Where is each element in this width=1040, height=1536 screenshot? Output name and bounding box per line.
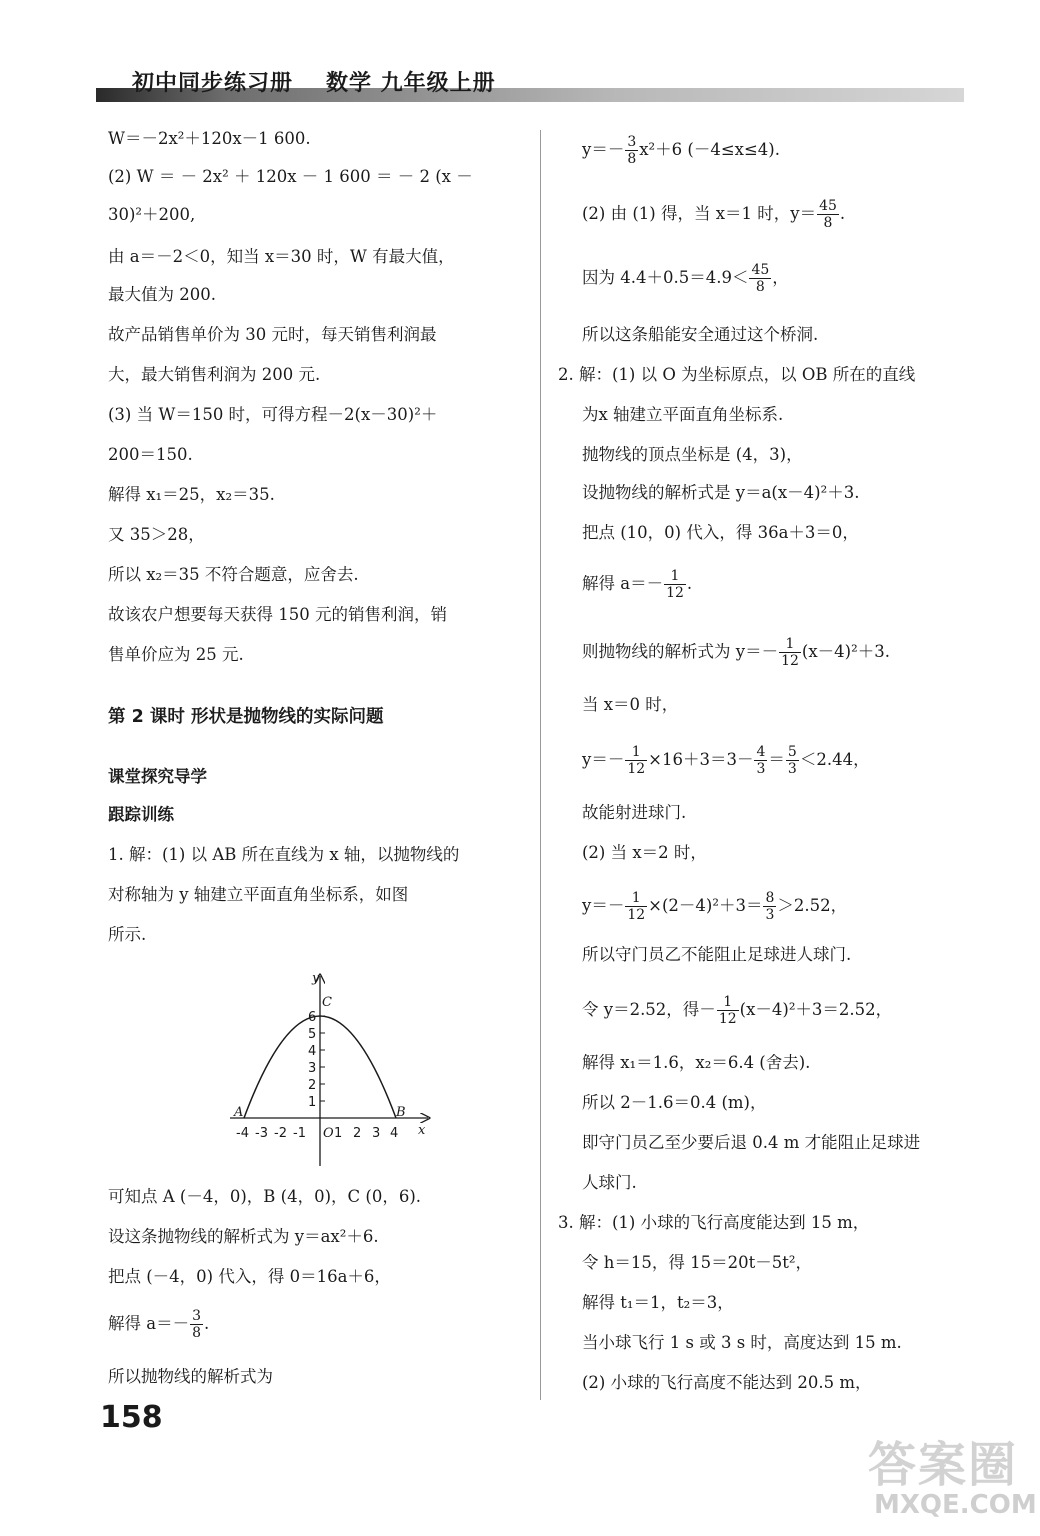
text-line: (2) W ＝ － 2x² ＋ 120x － 1 600 ＝ － 2 (x － [108, 167, 473, 186]
origin-label: O [323, 1126, 334, 1141]
point-b-label: B [396, 1105, 406, 1120]
text-line [582, 994, 892, 1027]
watermark [868, 1426, 1037, 1526]
denominator: 12 [718, 1011, 737, 1027]
text-line [582, 198, 845, 231]
y-tick-label: 1 [308, 1095, 317, 1110]
text-part: ＞2.52， [777, 896, 848, 915]
text-part: 则抛物线的解析式为 y＝－ [582, 642, 779, 661]
text-part: y＝－ [582, 750, 625, 769]
text-part: ×16＋3＝3－ [648, 750, 754, 769]
y-ticks [320, 1016, 325, 1101]
fraction [749, 262, 771, 295]
text-line: 3. 解：(1) 小球的飞行高度能达到 15 m， [558, 1213, 870, 1232]
text-part: 解得 a＝－ [582, 574, 664, 593]
x-tick-label: -2 [274, 1126, 287, 1141]
text-line: 故能射进球门. [582, 803, 687, 822]
denominator: 12 [781, 653, 799, 669]
numerator: 3 [627, 134, 637, 150]
text-part: x²＋6 (－4≤x≤4). [639, 140, 780, 159]
fraction [763, 890, 776, 923]
x-tick-label: -3 [255, 1126, 268, 1141]
text-line [582, 744, 870, 777]
text-line: 1. 解：(1) 以 AB 所在直线为 x 轴，以抛物线的 [108, 845, 460, 864]
fraction [664, 568, 686, 601]
book-subject: 数学 九年级上册 [326, 71, 496, 96]
text-line: 抛物线的顶点坐标是 (4，3)， [582, 445, 803, 464]
text-line: 解得 x₁＝25，x₂＝35. [108, 485, 275, 504]
text-part: . [839, 204, 846, 223]
denominator: 12 [627, 761, 646, 777]
text-line [108, 1308, 209, 1341]
text-line: 又 35＞28， [108, 525, 205, 544]
y-axis-label: y [312, 971, 320, 986]
text-part: 解得 a＝－ [108, 1314, 190, 1333]
text-line: 大，最大销售利润为 200 元. [108, 365, 321, 384]
numerator: 1 [625, 890, 647, 907]
text-line: 把点 (10，0) 代入，得 36a＋3＝0， [582, 523, 859, 542]
numerator: 5 [787, 744, 797, 760]
denominator: 3 [765, 907, 775, 923]
denominator: 8 [627, 151, 637, 167]
denominator: 12 [666, 585, 684, 601]
watermark-url: MXQE.COM [874, 1490, 1037, 1520]
x-tick-label: -1 [293, 1126, 306, 1141]
numerator: 1 [779, 636, 801, 653]
fraction [717, 994, 739, 1027]
fraction [625, 134, 638, 167]
text-part: (x－4)²＋3＝2.52， [739, 1000, 893, 1019]
fraction [625, 744, 647, 777]
fraction [190, 1308, 203, 1341]
fraction [786, 744, 799, 777]
parabola-graph [222, 966, 436, 1172]
text-part: (x－4)²＋3. [801, 642, 890, 661]
subsection-title: 跟踪训练 [108, 805, 174, 824]
text-part: y＝－ [582, 896, 625, 915]
column-divider [540, 130, 541, 1400]
text-part: . [686, 574, 693, 593]
denominator: 8 [823, 215, 833, 231]
fraction [754, 744, 767, 777]
text-part: y＝－ [582, 140, 625, 159]
text-line: 200＝150. [108, 445, 193, 464]
text-line: 最大值为 200. [108, 285, 216, 304]
text-line: 可知点 A (－4，0)，B (4，0)，C (0，6). [108, 1187, 422, 1206]
text-line: 所以 x₂＝35 不符合题意，应舍去. [108, 565, 359, 584]
section-title: 第 2 课时 形状是抛物线的实际问题 [108, 707, 384, 727]
text-part: 令 y＝2.52，得－ [582, 1000, 716, 1019]
point-a-label: A [234, 1105, 244, 1120]
text-line: 故产品销售单价为 30 元时，每天销售利润最 [108, 325, 437, 344]
numerator: 45 [751, 262, 770, 278]
fraction [625, 890, 647, 923]
text-line: 所以守门员乙不能阻止足球进人球门. [582, 945, 852, 964]
x-tick-label: 3 [372, 1126, 381, 1141]
text-line: 故该农户想要每天获得 150 元的销售利润，销 [108, 605, 447, 624]
denominator: 3 [787, 761, 797, 777]
numerator: 45 [819, 198, 837, 214]
text-line [582, 568, 692, 601]
text-line: 由 a＝－2＜0，知当 x＝30 时，W 有最大值， [108, 247, 455, 266]
text-line: 所以这条船能安全通过这个桥洞. [582, 325, 819, 344]
numerator: 4 [756, 744, 766, 760]
denominator: 8 [192, 1325, 202, 1341]
subsection-title: 课堂探究导学 [108, 767, 207, 786]
text-line: 把点 (－4，0) 代入，得 0＝16a＋6， [108, 1267, 391, 1286]
text-line [582, 262, 789, 295]
text-line: 为x 轴建立平面直角坐标系. [582, 405, 784, 424]
text-line [582, 636, 890, 669]
text-line: 解得 x₁＝1.6，x₂＝6.4 (舍去). [582, 1053, 811, 1072]
x-tick-label: 4 [390, 1126, 399, 1141]
text-line: 设抛物线的解析式是 y＝a(x－4)²＋3. [582, 483, 860, 502]
y-tick-label: 4 [308, 1044, 317, 1059]
book-title: 初中同步练习册 [132, 71, 294, 96]
text-line: 所以抛物线的解析式为 [108, 1367, 273, 1386]
y-tick-label: 3 [308, 1061, 317, 1076]
text-line: (2) 小球的飞行高度不能达到 20.5 m， [582, 1373, 872, 1392]
text-part: ， [772, 268, 789, 287]
numerator: 1 [625, 744, 647, 761]
fraction [817, 198, 839, 231]
text-line: 所以 2－1.6＝0.4 (m)， [582, 1093, 767, 1112]
denominator: 12 [627, 907, 646, 923]
text-line: 售单价应为 25 元. [108, 645, 244, 664]
text-line: 2. 解：(1) 以 O 为坐标原点，以 OB 所在的直线 [558, 365, 916, 384]
text-part: (2) 由 (1) 得，当 x＝1 时，y＝ [582, 204, 817, 223]
text-line: W＝－2x²＋120x－1 600. [108, 129, 311, 148]
text-part: ＜2.44， [799, 750, 870, 769]
x-tick-label: 2 [353, 1126, 362, 1141]
text-line: 当 x＝0 时， [582, 695, 679, 714]
text-part: 因为 4.4＋0.5＝4.9＜ [582, 268, 749, 287]
text-line [582, 134, 780, 167]
numerator: 3 [192, 1308, 202, 1324]
text-part: ×(2－4)²＋3＝ [648, 896, 763, 915]
text-line: (3) 当 W＝150 时，可得方程－2(x－30)²＋ [108, 405, 438, 424]
numerator: 8 [765, 890, 775, 906]
text-line: 所示. [108, 925, 147, 944]
text-line: 人球门. [582, 1173, 637, 1192]
text-line: 30)²＋200, [108, 205, 196, 224]
text-line [582, 890, 847, 923]
point-c-label: C [322, 995, 332, 1010]
text-line: 设这条抛物线的解析式为 y＝ax²＋6. [108, 1227, 379, 1246]
y-tick-label: 2 [308, 1078, 317, 1093]
y-tick-label: 5 [308, 1027, 317, 1042]
watermark-logo-text: 答案圈 [868, 1437, 1019, 1493]
denominator: 3 [756, 761, 766, 777]
numerator: 1 [664, 568, 686, 585]
x-axis-label: x [418, 1123, 426, 1138]
text-line: 令 h＝15，得 15＝20t－5t²， [582, 1253, 812, 1272]
text-line: 对称轴为 y 轴建立平面直角坐标系，如图 [108, 885, 409, 904]
fraction [779, 636, 801, 669]
numerator: 1 [717, 994, 739, 1011]
text-line: (2) 当 x＝2 时， [582, 843, 707, 862]
text-line: 即守门员乙至少要后退 0.4 m 才能阻止足球进 [582, 1133, 921, 1152]
y-tick-label: 6 [308, 1010, 317, 1025]
text-part: ＝ [768, 750, 785, 769]
x-tick-label: 1 [334, 1126, 343, 1141]
page-number: 158 [100, 1400, 163, 1435]
x-tick-label: -4 [236, 1126, 249, 1141]
text-line: 当小球飞行 1 s 或 3 s 时，高度达到 15 m. [582, 1333, 902, 1352]
text-line: 解得 t₁＝1，t₂＝3， [582, 1293, 734, 1312]
denominator: 8 [755, 279, 765, 295]
text-part: . [204, 1314, 210, 1333]
